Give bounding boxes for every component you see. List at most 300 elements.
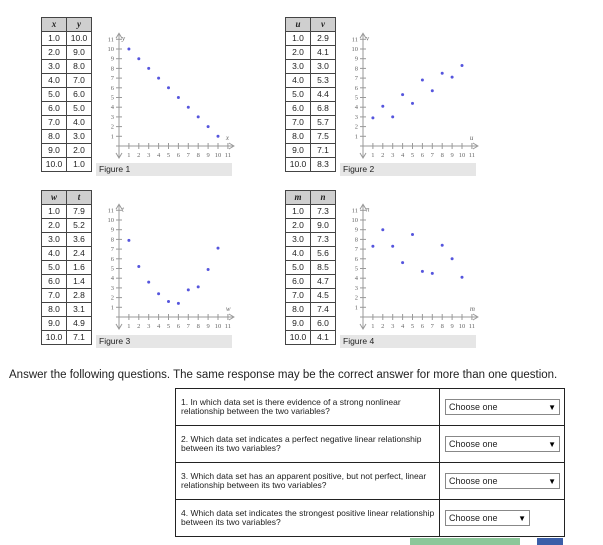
question-text: 3. Which data set has an apparent positive, but not perfect, linear relationship between its two variables? [176,463,440,500]
table-row [286,261,336,275]
table-header-row [286,18,336,32]
table-cell: 10.0 [67,32,92,46]
data-point [441,72,444,75]
table-row [42,303,92,317]
table-row [42,74,92,88]
table-cell: 9.0 [67,46,92,60]
table-cell: 7.0 [286,289,311,303]
table-row [286,88,336,102]
x-tick-label: 2 [137,323,141,330]
y-tick-label: 11 [351,36,358,44]
table-cell: 3.1 [67,303,92,317]
column-header: x [42,18,67,32]
table-row [42,144,92,158]
table-cell: 9.0 [42,144,67,158]
scatter-plot-figure-4 [336,196,486,336]
x-tick-label: 1 [127,152,131,159]
x-tick-label: 2 [137,152,141,159]
data-point [431,272,434,275]
table-row [286,102,336,116]
x-axis-label: w [225,305,231,313]
y-tick-label: 6 [354,84,358,92]
y-tick-label: 10 [351,46,358,53]
table-cell: 1.6 [67,261,92,275]
data-point [157,292,160,295]
table-cell: 6.0 [286,102,311,116]
data-point [137,57,140,60]
table-cell: 5.3 [311,74,336,88]
y-tick-label: 9 [110,226,114,234]
data-point [207,268,210,271]
table-cell: 8.3 [311,158,336,172]
table-row [286,289,336,303]
y-tick-label: 2 [354,123,358,131]
x-tick-label: 8 [440,152,444,159]
table-cell: 8.0 [42,303,67,317]
x-tick-label: 1 [371,323,375,330]
y-tick-label: 3 [110,113,114,121]
y-tick-label: 5 [110,265,114,273]
table-cell: 9.0 [311,219,336,233]
table-cell: 3.0 [67,130,92,144]
table-row [42,275,92,289]
x-tick-label: 10 [214,152,222,159]
x-tick-label: 4 [156,152,161,159]
scatter-plot-figure-2 [336,25,486,165]
table-cell: 10.0 [42,331,67,345]
data-point [461,276,464,279]
table-row [286,158,336,172]
table-cell: 1.0 [67,158,92,172]
scatter-plot-figure-3 [92,196,242,336]
y-tick-label: 8 [110,236,114,244]
y-tick-label: 9 [110,55,114,63]
table-cell: 3.0 [42,60,67,74]
table-cell: 5.0 [286,88,311,102]
table-row [42,102,92,116]
table-cell: 7.0 [42,289,67,303]
x-tick-label: 10 [458,323,466,330]
table-cell: 8.0 [286,130,311,144]
data-point [391,245,394,248]
table-cell: 10.0 [286,158,311,172]
table-cell: 3.6 [67,233,92,247]
table-cell: 9.0 [286,317,311,331]
table-header-row [42,191,92,205]
table-cell: 4.0 [286,74,311,88]
table-row [286,144,336,158]
x-tick-label: 4 [156,323,161,330]
table-cell: 10.0 [42,158,67,172]
column-header: t [67,191,92,205]
table-cell: 2.9 [311,32,336,46]
chevron-down-icon: ▼ [548,476,556,486]
table-cell: 6.0 [311,317,336,331]
chevron-down-icon: ▼ [548,439,556,449]
table-row [286,32,336,46]
table-cell: 5.6 [311,247,336,261]
table-cell: 5.0 [42,88,67,102]
x-tick-label: 2 [381,323,385,330]
table-cell: 6.0 [67,88,92,102]
x-tick-label: 6 [176,323,181,330]
x-axis-label: m [469,305,475,313]
questions-table [175,388,565,537]
y-tick-label: 8 [354,236,358,244]
table-row [42,46,92,60]
table-row [42,247,92,261]
table-cell: 10.0 [286,331,311,345]
y-tick-label: 7 [110,246,114,254]
x-axis-label: x [225,134,230,142]
table-cell: 7.4 [311,303,336,317]
table-cell: 6.0 [42,275,67,289]
table-cell: 8.0 [42,130,67,144]
table-cell: 4.1 [311,46,336,60]
x-tick-label: 6 [176,152,181,159]
y-tick-label: 7 [354,246,358,254]
figure-1-caption: Figure 1 [96,163,232,176]
x-tick-label: 1 [127,323,131,330]
x-tick-label: 3 [147,323,151,330]
table-cell: 3.0 [286,233,311,247]
data-point [451,76,454,79]
y-tick-label: 4 [110,275,114,283]
figure-2-caption: Figure 2 [340,163,476,176]
x-tick-label: 4 [400,152,405,159]
data-point [207,125,210,128]
y-tick-label: 7 [110,75,114,83]
table-cell: 4.9 [67,317,92,331]
y-tick-label: 6 [110,84,114,92]
table-row [286,46,336,60]
chevron-down-icon: ▼ [518,513,526,523]
table-row [286,60,336,74]
table-cell: 7.9 [67,205,92,219]
x-tick-label: 4 [400,323,405,330]
data-point [441,244,444,247]
figure-4-caption: Figure 4 [340,335,476,348]
data-point [197,115,200,118]
table-row [42,289,92,303]
data-point [167,300,170,303]
x-tick-label: 8 [196,323,200,330]
x-tick-label: 8 [196,152,200,159]
data-point [431,89,434,92]
data-point [401,261,404,264]
table-cell: 7.1 [311,144,336,158]
table-cell: 2.0 [42,46,67,60]
x-tick-label: 9 [206,323,210,330]
data-table-figure-4 [285,190,336,345]
table-cell: 9.0 [42,317,67,331]
data-point [401,93,404,96]
table-cell: 6.8 [311,102,336,116]
table-cell: 3.0 [311,60,336,74]
data-point [127,48,130,51]
table-row [42,88,92,102]
x-tick-label: 8 [440,323,444,330]
data-point [411,233,414,236]
table-cell: 1.0 [286,205,311,219]
table-cell: 5.0 [42,261,67,275]
x-tick-label: 7 [186,323,190,330]
table-cell: 5.0 [67,102,92,116]
data-point [147,67,150,70]
table-cell: 4.7 [311,275,336,289]
table-row [42,331,92,345]
x-tick-label: 7 [430,152,434,159]
data-table-figure-2 [285,17,336,172]
y-tick-label: 3 [110,284,114,292]
question-row [176,426,565,463]
x-tick-label: 11 [468,152,476,159]
question-text: 4. Which data set indicates the strongest positive linear relationship between its two variables? [176,500,440,537]
answer-dropdown-q1[interactable] [445,399,560,415]
y-tick-label: 2 [110,294,114,302]
dropdown-value: Choose one [449,402,498,412]
table-row [42,233,92,247]
data-point [197,285,200,288]
data-point [127,239,130,242]
data-point [421,79,424,82]
table-row [286,233,336,247]
data-point [187,106,190,109]
data-point [451,257,454,260]
y-tick-label: 5 [354,265,358,273]
x-tick-label: 2 [381,152,385,159]
table-row [286,303,336,317]
y-tick-label: 9 [354,226,358,234]
x-tick-label: 9 [450,152,454,159]
y-tick-label: 8 [110,65,114,73]
table-row [286,275,336,289]
y-tick-label: 1 [354,133,358,141]
table-row [286,331,336,345]
table-row [42,219,92,233]
table-row [42,130,92,144]
table-cell: 2.0 [286,219,311,233]
table-row [286,116,336,130]
x-tick-label: 1 [371,152,375,159]
x-tick-label: 5 [410,323,415,330]
table-cell: 2.0 [286,46,311,60]
x-tick-label: 10 [214,323,222,330]
table-cell: 7.3 [311,233,336,247]
x-tick-label: 5 [166,152,171,159]
column-header: n [311,191,336,205]
table-cell: 1.0 [286,32,311,46]
table-row [42,60,92,74]
table-cell: 6.0 [42,102,67,116]
column-header: m [286,191,311,205]
answer-dropdown-q3[interactable] [445,473,560,489]
table-cell: 8.5 [311,261,336,275]
y-tick-label: 4 [354,275,358,283]
y-tick-label: 6 [110,255,114,263]
column-header: w [42,191,67,205]
x-tick-label: 6 [420,323,425,330]
data-point [157,77,160,80]
y-tick-label: 11 [107,36,114,44]
table-cell: 7.5 [311,130,336,144]
y-axis-label: v [366,34,370,43]
data-table-figure-3 [41,190,92,345]
y-tick-label: 11 [351,207,358,215]
data-point [461,64,464,67]
table-cell: 5.0 [286,261,311,275]
y-tick-label: 2 [354,294,358,302]
table-cell: 7.0 [42,116,67,130]
table-cell: 8.0 [67,60,92,74]
x-tick-label: 3 [391,323,395,330]
y-tick-label: 6 [354,255,358,263]
table-cell: 7.0 [67,74,92,88]
y-tick-label: 7 [354,75,358,83]
y-tick-label: 1 [110,304,114,312]
table-header-row [286,191,336,205]
data-point [217,247,220,250]
x-tick-label: 10 [458,152,466,159]
data-point [187,288,190,291]
table-row [286,317,336,331]
y-tick-label: 5 [354,94,358,102]
table-cell: 5.2 [67,219,92,233]
table-cell: 4.0 [42,74,67,88]
x-tick-label: 3 [391,152,395,159]
x-tick-label: 9 [450,323,454,330]
answer-dropdown-q4[interactable] [445,510,530,526]
table-cell: 4.1 [311,331,336,345]
table-header-row [42,18,92,32]
x-tick-label: 5 [410,152,415,159]
dropdown-value: Choose one [449,439,498,449]
table-row [42,317,92,331]
y-tick-label: 1 [354,304,358,312]
y-axis-label: y [122,34,126,43]
data-point [217,135,220,138]
table-cell: 2.8 [67,289,92,303]
figure-3-caption: Figure 3 [96,335,232,348]
table-row [42,261,92,275]
table-cell: 8.0 [286,303,311,317]
table-cell: 4.0 [286,247,311,261]
question-row [176,500,565,537]
data-point [421,270,424,273]
table-row [286,205,336,219]
answer-dropdown-q2[interactable] [445,436,560,452]
table-cell: 4.5 [311,289,336,303]
question-row [176,463,565,500]
green-button-partial[interactable] [410,538,520,545]
x-tick-label: 6 [420,152,425,159]
blue-button-partial[interactable] [537,538,563,545]
y-tick-label: 10 [107,217,114,224]
data-point [371,116,374,119]
data-point [381,228,384,231]
y-tick-label: 3 [354,284,358,292]
x-tick-label: 11 [224,152,232,159]
y-tick-label: 4 [110,104,114,112]
question-row [176,389,565,426]
y-axis-label: n [366,205,370,214]
y-tick-label: 9 [354,55,358,63]
y-axis-label: t [122,205,124,214]
x-tick-label: 9 [206,152,210,159]
table-row [286,219,336,233]
y-tick-label: 10 [351,217,358,224]
x-tick-label: 3 [147,152,151,159]
table-cell: 7.1 [67,331,92,345]
table-cell: 3.0 [42,233,67,247]
column-header: v [311,18,336,32]
data-table-figure-1 [41,17,92,172]
x-tick-label: 7 [430,323,434,330]
question-text: 2. Which data set indicates a perfect negative linear relationship between its two variables? [176,426,440,463]
table-cell: 4.4 [311,88,336,102]
data-point [371,245,374,248]
y-tick-label: 8 [354,65,358,73]
table-cell: 5.7 [311,116,336,130]
data-point [391,115,394,118]
table-cell: 2.4 [67,247,92,261]
table-row [286,130,336,144]
data-point [177,302,180,305]
table-row [42,205,92,219]
table-cell: 2.0 [42,219,67,233]
x-axis-label: u [469,134,474,142]
dropdown-value: Choose one [449,476,498,486]
y-tick-label: 2 [110,123,114,131]
table-row [286,74,336,88]
table-row [42,116,92,130]
table-cell: 4.0 [67,116,92,130]
data-point [167,86,170,89]
table-row [42,158,92,172]
scatter-plot-figure-1 [92,25,242,165]
column-header: y [67,18,92,32]
table-cell: 1.4 [67,275,92,289]
data-point [411,102,414,105]
instructions-text: Answer the following questions. The same response may be the correct answer for more than one question. [9,369,558,381]
question-text: 1. In which data set is there evidence of a strong nonlinear relationship between the two variables? [176,389,440,426]
data-point [137,265,140,268]
data-point [381,105,384,108]
table-row [42,32,92,46]
y-tick-label: 11 [107,207,114,215]
table-cell: 9.0 [286,144,311,158]
table-cell: 1.0 [42,205,67,219]
dropdown-value: Choose one [449,513,498,523]
y-tick-label: 3 [354,113,358,121]
x-tick-label: 7 [186,152,190,159]
table-cell: 7.3 [311,205,336,219]
data-point [147,281,150,284]
table-cell: 6.0 [286,275,311,289]
y-tick-label: 4 [354,104,358,112]
y-tick-label: 5 [110,94,114,102]
table-cell: 4.0 [42,247,67,261]
table-row [286,247,336,261]
table-cell: 3.0 [286,60,311,74]
data-point [177,96,180,99]
table-cell: 1.0 [42,32,67,46]
y-tick-label: 10 [107,46,114,53]
table-cell: 2.0 [67,144,92,158]
column-header: u [286,18,311,32]
x-tick-label: 5 [166,323,171,330]
table-cell: 7.0 [286,116,311,130]
